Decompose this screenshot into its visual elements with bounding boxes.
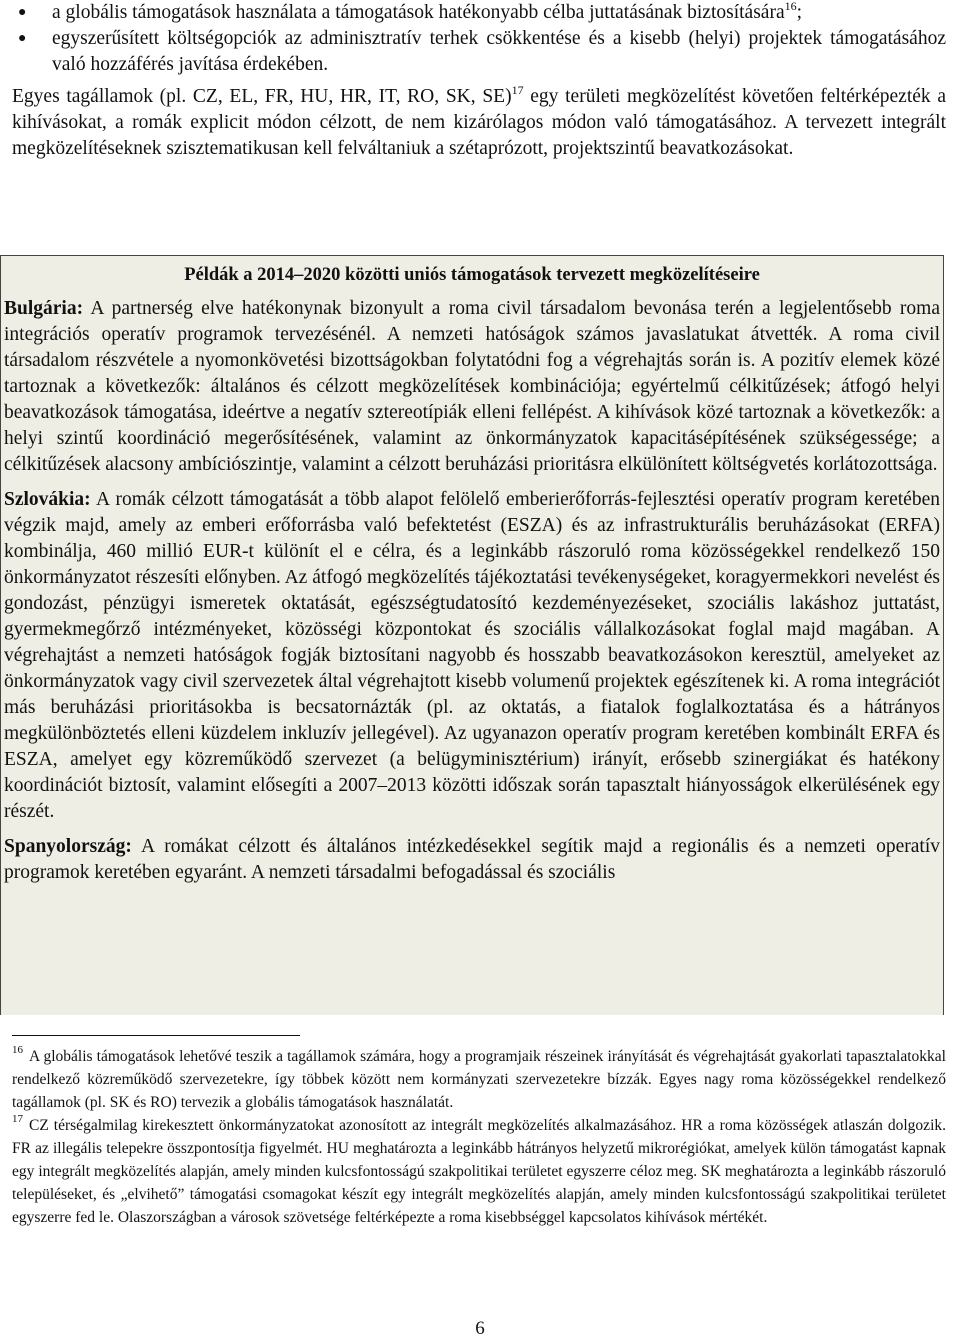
bullet-tail: ; [796, 2, 803, 23]
entry-lead: Bulgária: [4, 298, 84, 319]
box-entry-bulgaria [4, 296, 940, 478]
footnote-divider [12, 1035, 300, 1036]
box-entry-slovakia [4, 487, 940, 825]
bullet-icon: ● [18, 5, 27, 20]
entry-text: A romák célzott támogatását a több alapot felölelő emberierőforrás-fejlesztési operatív program keretében végzik majd, amely az emberi erőforrásba való befektetést (ESZA) és az infrastrukturális beruházásokat (ERFA) kombinálja, 460 millió EUR-t különít el e célra, és a leginkább rászoruló roma közösségekkel rendelkező 150 önkormányzatot részesíti előnyben. Az átfogó megközelítés tájékoztatási tevékenységeket, koragyermekkori nevelést és gondozást, pénzügyi ismeretek oktatását, egészségtudatosító kezdeményezéseket, szociális lakáshoz juttatást, gyermekmegőrző intézményeket, közösségi központokat és szociális vállalkozásokat foglal majd magában. A végrehajtást a nemzeti hatóságok fogják biztosítani nagyobb és hosszabb beavatkozásokon keresztül, amelyeket az önkormányzatok vagy civil szervezetek által végrehajtott kisebb volumenű projektek egészítenek ki. A roma integrációt más beruházási prioritásokba is becsatornázták (pl. az oktatás, a fiatalok foglalkoztatása és a hátrányos megkülönböztetés elleni küzdelem inkluzív jellegével). Az ugyanazon operatív program keretében kombinált ERFA és ESZA, amelyet egy közreműködő szervezet (a belügyminisztérium) irányít, erősebb szinergiákat és hatékony koordinációt biztosít, valamint elősegíti a 2007–2013 közötti időszak során tapasztalt hiányosságok elkerülésének egy részét. [4, 489, 940, 822]
footnote-number: 17 [12, 1112, 23, 1125]
entry-lead: Spanyolország: [4, 836, 132, 857]
footnotes [12, 1045, 946, 1229]
bullet-list [12, 0, 946, 78]
footnote-text: A globális támogatások lehetővé teszik a tagállamok számára, hogy a programjaik részeinek irányítását és végrehajtását gyakorlati tapasztalatokkal rendelkező közreműködő szervezetekre, így többek között nem kormányzati szervezetekre bízzák. Egyes nagy roma közösségekkel rendelkező tagállamok (pl. SK és RO) tervezik a globális támogatások használatát. [12, 1048, 946, 1111]
footnote-16 [12, 1045, 946, 1114]
paragraph-after: egy területi megközelítést követően feltérképezték a kihívásokat, a romák explicit módon célzott, de nem kizárólagos módon való támogatásához. A tervezett integrált megközelítéseknek szisztematikusan kell felváltaniuk a szétaprózott, projektszintű beavatkozásokat. [12, 86, 946, 159]
examples-box [0, 255, 944, 1015]
bullet-text: egyszerűsített költségopciók az adminisztratív terhek csökkentése és a kisebb (helyi) projektek támogatásához való hozzáférés javítása érdekében. [52, 28, 946, 75]
entry-text: A partnerség elve hatékonynak bizonyult a roma civil társadalom bevonása terén a legjelentősebb roma integrációs operatív programok tervezésénél. A nemzeti hatóságok számos javaslatukat átvették. A roma civil társadalom részvétele a nyomonkövetési bizottságokban folytatódni fog a végrehajtás során is. A pozitív elemek közé tartoznak a következők: általános és célzott megközelítések kombinációja; egyértelmű célkitűzések; átfogó helyi beavatkozások támogatása, ideértve a negatív sztereotípiák elleni fellépést. A kihívások közé tartoznak a következők: a helyi szintű koordináció megerősítésének, valamint az önkormányzatok kapacitásépítésének szükségessége; a célkitűzések alacsony ambíciószintje, valamint a célzott beruházási prioritásra elkülönített költségvetés korlátozottsága. [4, 298, 940, 475]
bullet-item [12, 0, 946, 26]
box-title: Példák a 2014–2020 közötti uniós támogatások tervezett megközelítéseire [184, 265, 760, 285]
page-number: 6 [475, 1318, 485, 1339]
box-entry-spain [4, 834, 940, 886]
footnote-number: 16 [12, 1043, 23, 1056]
paragraph-before: Egyes tagállamok (pl. CZ, EL, FR, HU, HR, IT, RO, SK, SE) [12, 86, 512, 107]
footnote-ref-17[interactable]: 17 [511, 82, 524, 97]
bullet-icon: ● [18, 31, 27, 46]
footnote-ref-16[interactable]: 16 [784, 0, 797, 13]
document-page [12, 0, 946, 162]
bullet-item [12, 26, 946, 78]
bullet-text: a globális támogatások használata a támogatások hatékonyabb célba juttatásának biztosítására [52, 2, 785, 23]
entry-lead: Szlovákia: [4, 489, 91, 510]
footnote-17 [12, 1114, 946, 1229]
entry-text: A romákat célzott és általános intézkedésekkel segítik majd a regionális és a nemzeti operatív programok keretében egyaránt. A nemzeti társadalmi befogadással és szociális [4, 836, 940, 883]
body-paragraph [12, 84, 946, 162]
footnote-text: CZ térségalmilag kirekesztett önkormányzatokat azonosított az integrált megközelítés alkalmazásához. HR a roma közösségek atlaszán dolgozik. FR az illegális telepekre összpontosítja figyelmét. HU meghatározta a leginkább hátrányos helyzetű mikrorégiókat, amelyek külön támogatást kapnak egy integrált megközelítés alapján, amely minden kulcsfontosságú szakpolitikai területet egyszerre céloz meg. SK meghatározta a leginkább rászoruló településeket, és „elvihető” támogatási csomagokat készít egy integrált megközelítés alapján, amely minden kulcsfontosságú szakpolitikai területet egyszerre fed le. Olaszországban a városok szövetsége feltérképezte a roma kisebbséggel kapcsolatos kihívások mértékét. [12, 1117, 946, 1226]
